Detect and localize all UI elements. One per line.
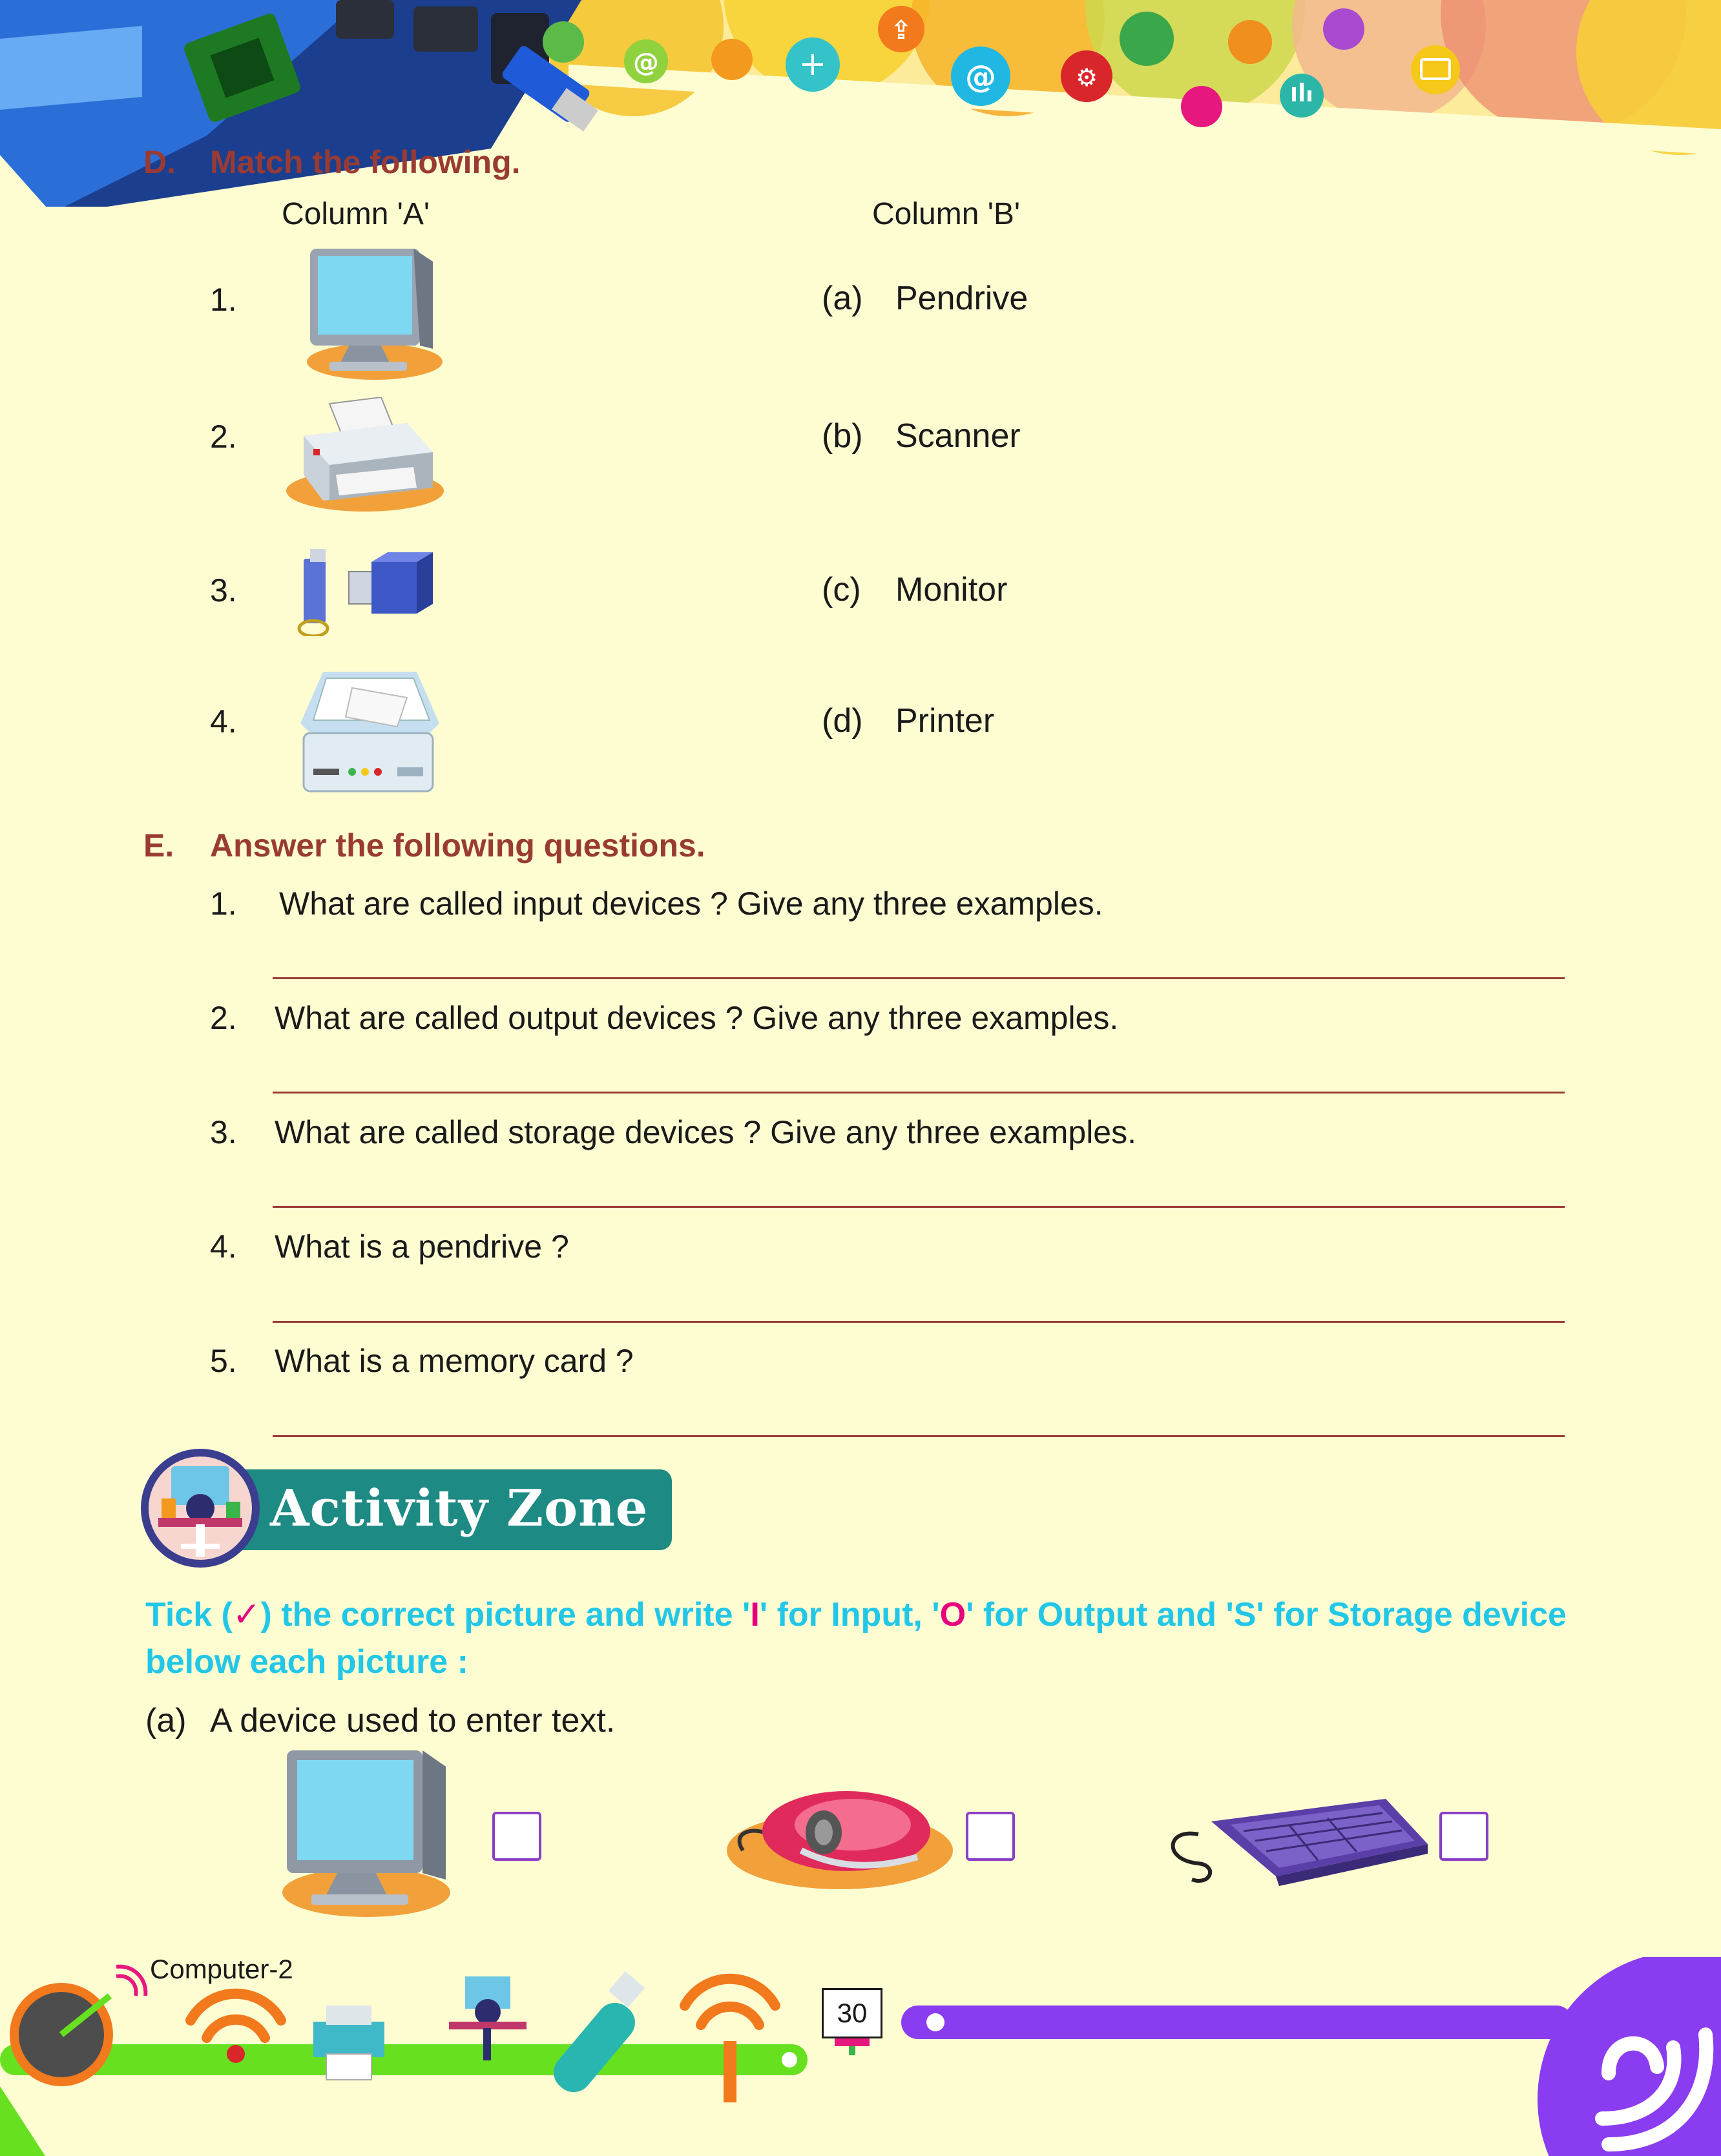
pendrive-icon (294, 546, 443, 636)
question-text: What is a memory card ? (275, 1343, 634, 1379)
tick-box[interactable] (492, 1812, 541, 1861)
keyboard-icon[interactable] (1160, 1789, 1431, 1905)
instruction-part: Tick ( (145, 1596, 233, 1633)
page-number: 30 (822, 1988, 882, 2038)
question-text: What is a pendrive ? (275, 1228, 569, 1265)
match-option-letter: (a) (822, 280, 863, 317)
scanner-icon (300, 672, 439, 798)
tick-symbol: ✓ (232, 1596, 261, 1633)
section-d-letter: D. (143, 144, 176, 180)
instruction-part: ' for Input, ' (759, 1596, 940, 1633)
column-a-header: Column 'A' (282, 197, 430, 231)
match-option-text: Scanner (895, 417, 1021, 455)
section-d-title: Match the following. (210, 144, 521, 180)
footer-decoration (0, 1957, 1721, 2156)
answer-line[interactable] (273, 1206, 1565, 1208)
svg-text:⚙: ⚙ (1075, 63, 1098, 92)
svg-text:@: @ (633, 48, 659, 78)
activity-instruction (145, 1595, 1567, 1634)
column-b-header: Column 'B' (872, 197, 1021, 231)
match-item-number: 4. (210, 703, 237, 740)
answer-line[interactable] (273, 1435, 1565, 1437)
printer-icon (284, 397, 446, 513)
question-number: 4. (210, 1228, 237, 1265)
activity-zone-title: Activity Zone (270, 1479, 649, 1538)
question-number: 1. (210, 886, 237, 922)
monitor-icon (304, 245, 446, 384)
match-item-number: 3. (210, 572, 237, 608)
match-option-letter: (b) (822, 417, 863, 455)
match-option-text: Monitor (895, 571, 1008, 608)
activity-question-letter: (a) (145, 1702, 187, 1739)
question-number: 3. (210, 1114, 237, 1150)
question-number: 5. (210, 1343, 237, 1379)
letter-i-highlight: I (750, 1596, 760, 1633)
activity-question-text: A device used to enter text. (210, 1702, 616, 1739)
activity-zone-icon (139, 1447, 262, 1570)
match-item-number: 1. (210, 282, 237, 318)
question-number: 2. (210, 1000, 237, 1036)
svg-text:⇪: ⇪ (890, 16, 912, 45)
answer-line[interactable] (273, 1321, 1565, 1323)
monitor-icon[interactable] (279, 1747, 454, 1922)
match-option-letter: (c) (822, 571, 861, 608)
section-e-title: Answer the following questions. (210, 827, 705, 864)
activity-instruction-line2: below each picture : (145, 1643, 468, 1681)
instruction-part: ' for Output and 'S' for Storage device (966, 1596, 1567, 1633)
question-text: What are called input devices ? Give any three examples. (279, 886, 1103, 922)
instruction-part: ) the correct picture and write ' (260, 1596, 751, 1633)
match-option-text: Printer (895, 702, 995, 740)
answer-line[interactable] (273, 1092, 1565, 1094)
tick-box[interactable] (1439, 1812, 1488, 1861)
mouse-icon[interactable] (724, 1779, 956, 1896)
svg-text:@: @ (965, 59, 996, 95)
match-item-number: 2. (210, 419, 237, 455)
book-label: Computer-2 (150, 1954, 293, 1984)
tick-box[interactable] (966, 1812, 1015, 1861)
section-e-letter: E. (143, 827, 174, 864)
match-option-text: Pendrive (895, 280, 1028, 317)
match-option-letter: (d) (822, 702, 863, 740)
question-text: What are called storage devices ? Give any three examples. (275, 1114, 1137, 1150)
question-text: What are called output devices ? Give any three examples. (275, 1000, 1119, 1036)
answer-line[interactable] (273, 977, 1565, 979)
letter-o-highlight: O (939, 1596, 966, 1633)
